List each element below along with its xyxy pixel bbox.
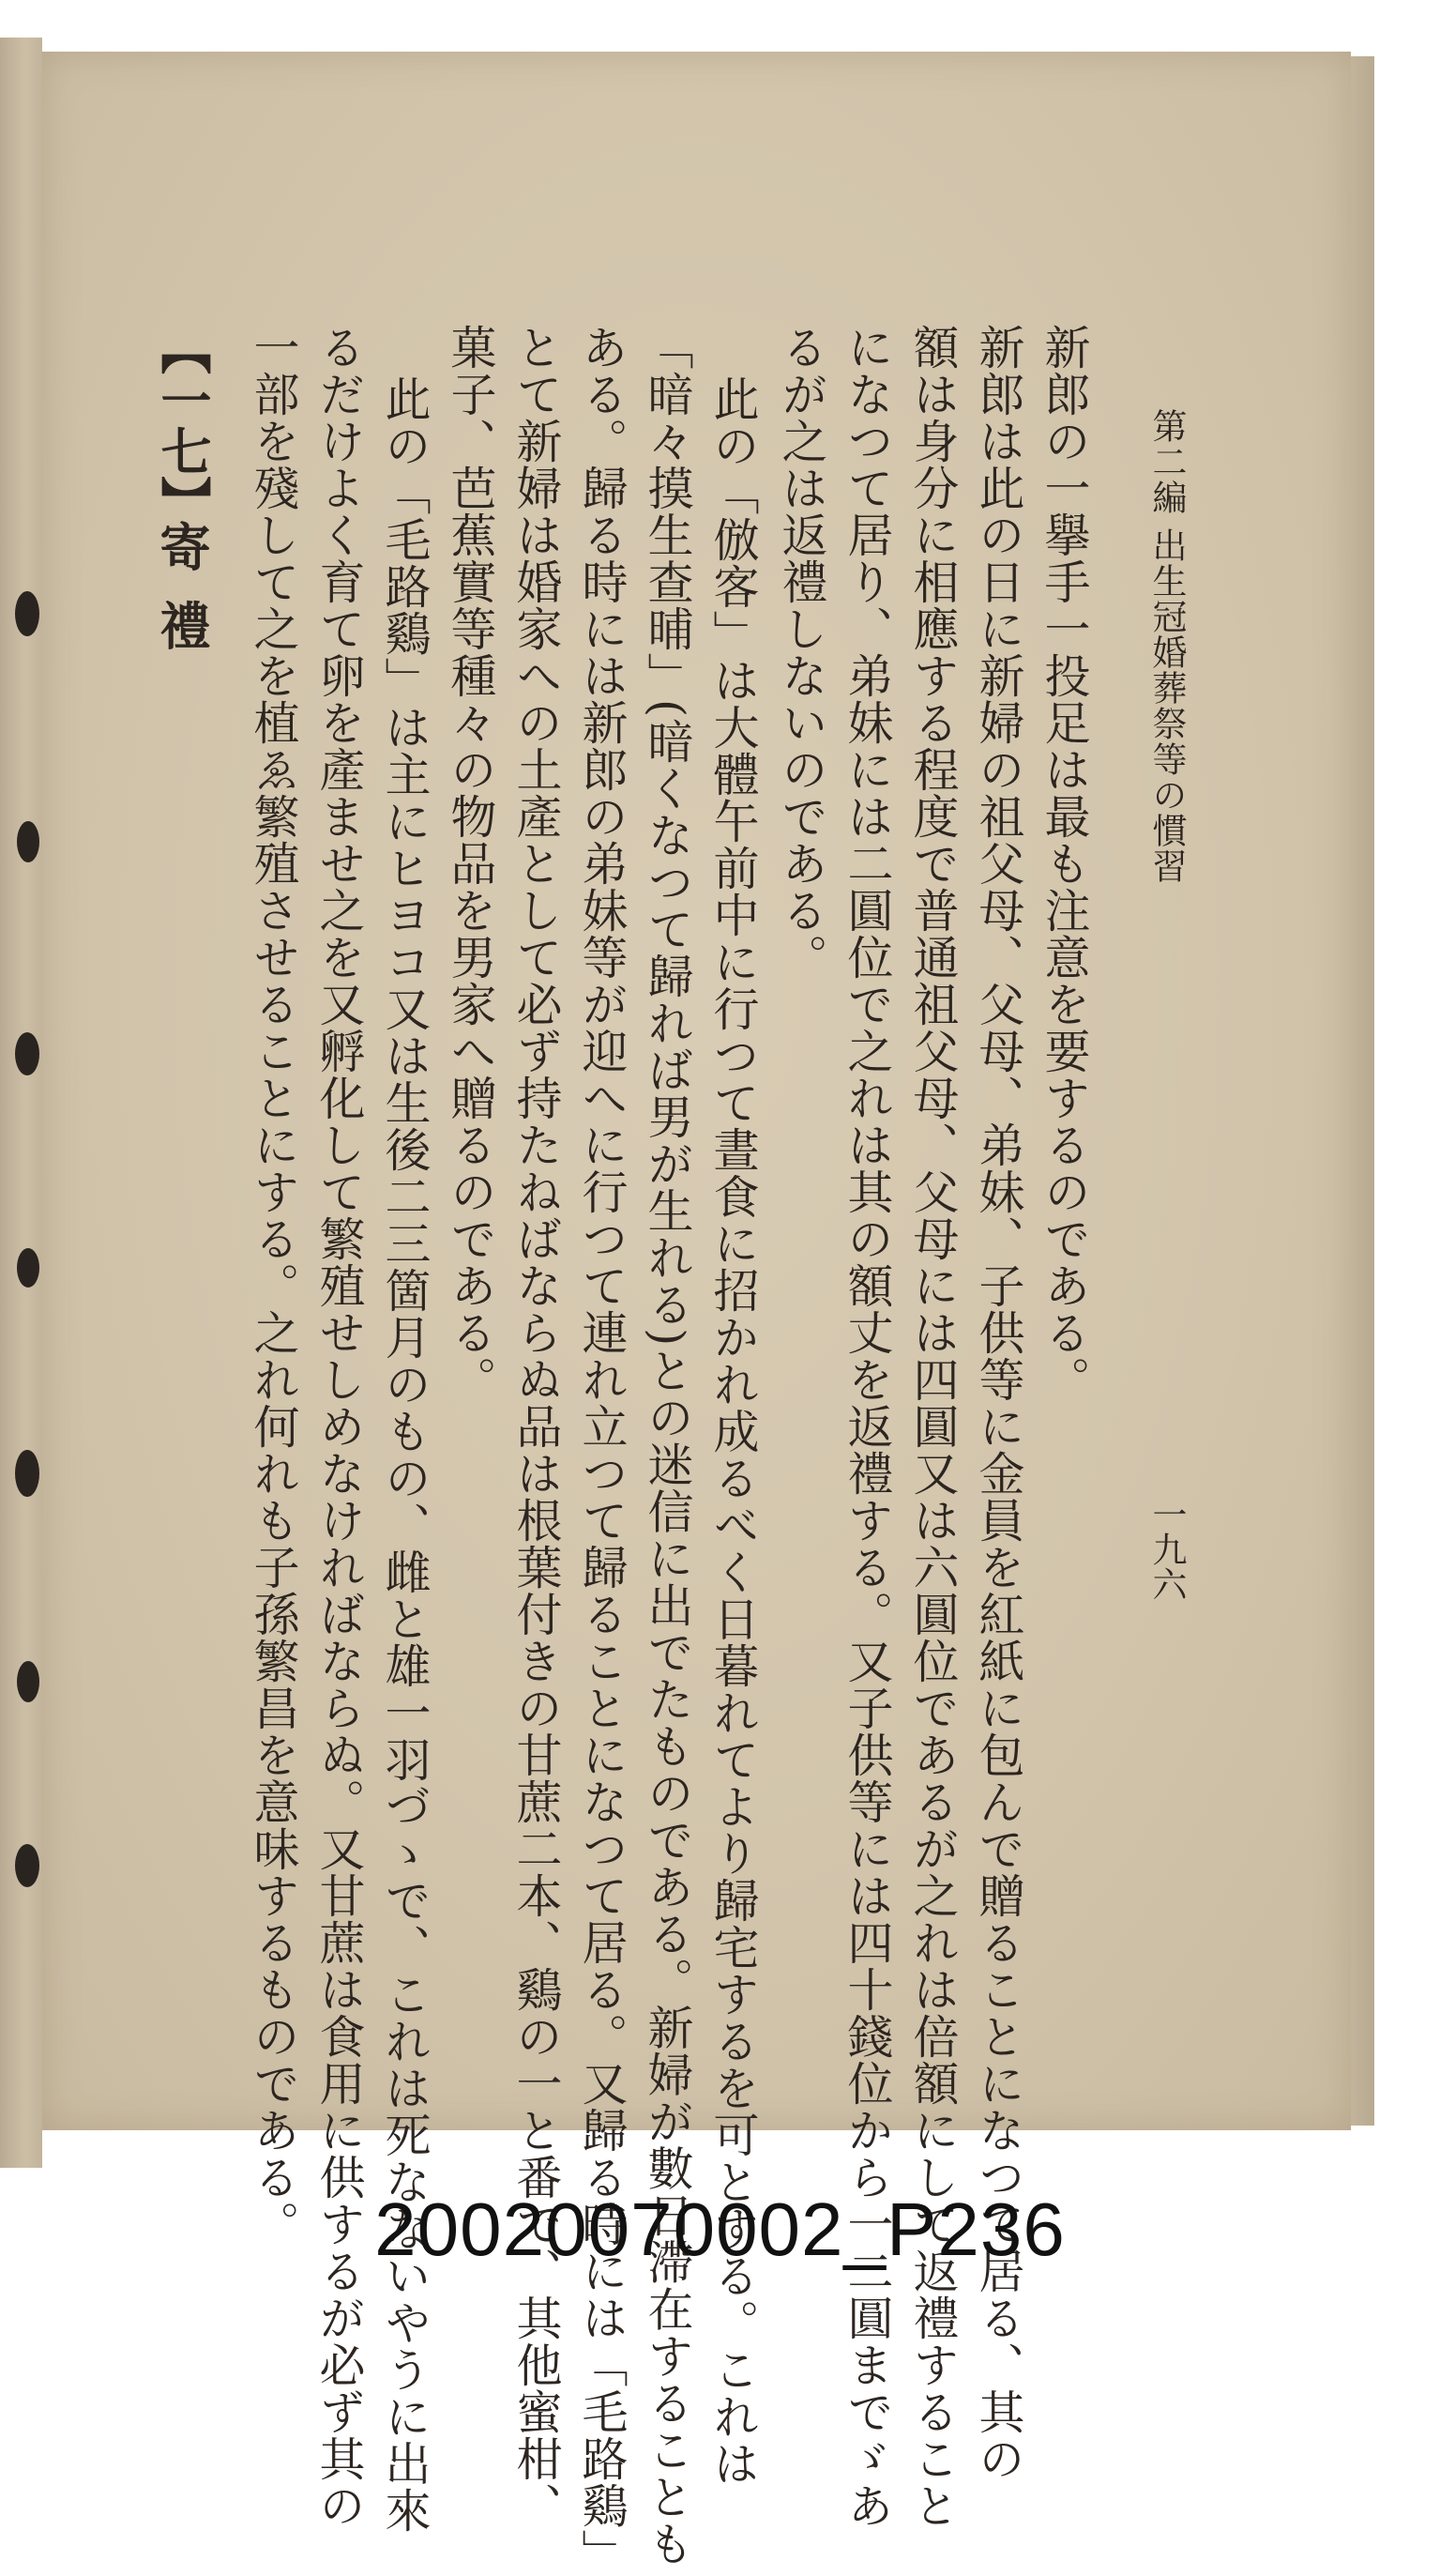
body-text-line: 新郎は此の日に新婦の祖父母、父母、弟妹、子供等に金員を紅紙に包んで贈ることになつて居る、其の bbox=[972, 324, 1025, 2482]
ink-blot bbox=[17, 1248, 39, 1288]
body-text-line: 菓子、芭蕉實等種々の物品を男家へ贈るのである。 bbox=[444, 324, 497, 1403]
previous-page-edge bbox=[0, 38, 42, 2168]
ink-blot bbox=[17, 1661, 39, 1702]
running-header: 第二編 出生冠婚葬祭等の慣習 bbox=[1146, 408, 1187, 884]
body-text-line: 額は身分に相應する程度で普通祖父母、父母には四圓又は六圓位であるが之れは倍額にして返禮すること bbox=[906, 324, 960, 2529]
body-text-line: 一部を殘して之を植ゑ繁殖させることにする。之れ何れも子孫繁昌を意味するものである。 bbox=[247, 324, 300, 2248]
section-title: 寄禮 bbox=[152, 521, 212, 678]
body-text-line: になつて居り、弟妹には二圓位で之れは其の額丈を返禮する。又子供等には四十錢位から一二圓までゞあ bbox=[841, 324, 894, 2529]
ink-blot bbox=[15, 1450, 39, 1497]
body-text-line: とて新婦は婚家への土產として必ず持たねばならぬ品は根葉付きの甘蔗二本、鷄の一と番で、其他蜜柑、 bbox=[509, 324, 563, 2529]
body-text-line: るが之は返禮しないのである。 bbox=[775, 324, 828, 981]
page-number: 一九六 bbox=[1146, 1497, 1187, 1601]
ink-blot bbox=[17, 821, 39, 862]
image-caption: 20020070002_P236 bbox=[374, 2187, 1066, 2271]
ink-blot bbox=[15, 591, 39, 636]
body-text-line: るだけよく育て卵を產ませ之を又孵化して繁殖せしめなければならぬ。又甘蔗は食用に供するが必ず其の bbox=[312, 324, 366, 2529]
body-text-line: ある。歸る時には新郎の弟妹等が迎へに行つて連れ立つて歸ることになつて居る。又歸る時には「毛路鷄」 bbox=[575, 324, 629, 2576]
body-text-line: 此の「毛路鷄」は主にヒヨコ又は生後二三箇月のもの、雌と雄一羽づゝで、これは死なないやうに出來 bbox=[378, 375, 432, 2534]
section-number: 【一七】 bbox=[153, 324, 212, 526]
ink-blot bbox=[15, 1844, 39, 1887]
body-text-line: 「暗々摸生查晡」(暗くなつて歸れば男が生れる)との迷信に出でたものである。新婦が數日滯在することも bbox=[641, 324, 694, 2568]
body-text-line: 此の「倣客」は大體午前中に行つて晝食に招かれ成るべく日暮れてより歸宅するを可とする。これは bbox=[706, 375, 760, 2487]
body-text-line: 新郎の一擧手一投足は最も注意を要するのである。 bbox=[1038, 324, 1091, 1403]
ink-blot bbox=[15, 1032, 39, 1075]
